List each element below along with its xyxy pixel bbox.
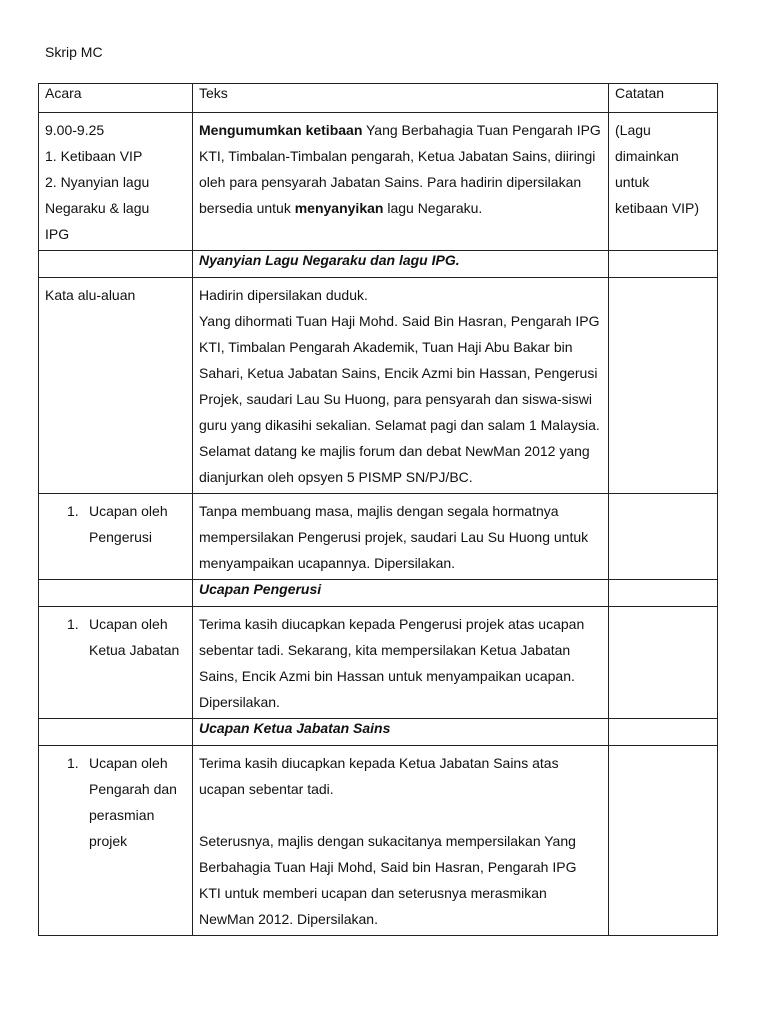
- empty-cell: [39, 251, 193, 278]
- text-fragment: Yang Berbahagia Tuan Pengarah IPG KTI, Timbalan-Timbalan pengarah, Ketua Jabatan Sains, diiringi oleh para pensyarah Jabatan Sains. Para hadirin dipersilakan bersedia untuk: [199, 122, 601, 216]
- event-line: 1. Ketibaan VIP: [45, 148, 143, 164]
- text-cell: Hadirin dipersilakan duduk. Yang dihormati Tuan Haji Mohd. Said Bin Hasran, Pengarah IPG KTI, Timbalan Pengarah Akademik, Tuan Haji Abu Bakar bin Sahari, Ketua Jabatan Sains, Encik Azmi bin Hassan, Pengerusi Projek, saudari Lau Su Huong, para pensyarah dan siswa-siswi guru yang dikasihi sekalian. Selamat pagi dan salam 1 Malaysia. Selamat datang ke majlis forum dan debat NewMan 2012 yang dianjurkan oleh opsyen 5 PISMP SN/PJ/BC.: [193, 278, 609, 494]
- empty-cell: [609, 251, 718, 278]
- note-line: untuk: [615, 174, 650, 190]
- section-heading: Ucapan Ketua Jabatan Sains: [193, 719, 609, 746]
- section-row: [39, 719, 718, 746]
- document-title: Skrip MC: [45, 44, 103, 60]
- table-row: [39, 746, 718, 936]
- section-heading: Ucapan Pengerusi: [193, 580, 609, 607]
- note-cell: [609, 746, 718, 936]
- header-catatan: Catatan: [609, 84, 718, 113]
- event-label: Ucapan oleh Ketua Jabatan: [89, 616, 180, 658]
- bold-phrase: menyanyikan: [294, 200, 384, 216]
- item-number: 1.: [67, 755, 79, 771]
- note-cell: [609, 607, 718, 719]
- header-acara: Acara: [39, 84, 193, 113]
- bold-phrase: Mengumumkan ketibaan: [199, 122, 363, 138]
- table-row: [39, 113, 718, 251]
- paragraph: Seterusnya, majlis dengan sukacitanya mempersilakan Yang Berbahagia Tuan Haji Mohd, Said bin Hasran, Pengarah IPG KTI untuk memberi ucapan dan seterusnya merasmikan NewMan 2012. Dipersilakan.: [199, 833, 577, 927]
- paragraph: Terima kasih diucapkan kepada Ketua Jabatan Sains atas ucapan sebentar tadi.: [199, 755, 559, 797]
- mc-script-table: [38, 83, 718, 936]
- event-cell: [39, 494, 193, 580]
- empty-cell: [39, 580, 193, 607]
- item-number: 1.: [67, 503, 79, 519]
- table-row: [39, 278, 718, 494]
- empty-cell: [609, 580, 718, 607]
- item-number: 1.: [67, 616, 79, 632]
- section-row: [39, 251, 718, 278]
- event-label: Ucapan oleh Pengarah dan perasmian projek: [89, 755, 177, 849]
- note-line: (Lagu: [615, 122, 651, 138]
- event-cell: Kata alu-aluan: [39, 278, 193, 494]
- event-line: Negaraku & lagu: [45, 200, 150, 216]
- event-line: IPG: [45, 226, 70, 242]
- header-teks: Teks: [193, 84, 609, 113]
- text-cell: [193, 746, 609, 936]
- section-row: [39, 580, 718, 607]
- note-cell: [609, 278, 718, 494]
- event-time: 9.00-9.25: [45, 122, 105, 138]
- empty-cell: [609, 719, 718, 746]
- event-cell: [39, 746, 193, 936]
- event-cell: [39, 113, 193, 251]
- event-line: 2. Nyanyian lagu: [45, 174, 150, 190]
- header-row: [39, 84, 718, 113]
- event-label: Ucapan oleh Pengerusi: [89, 503, 168, 545]
- event-cell: [39, 607, 193, 719]
- table-row: [39, 494, 718, 580]
- empty-cell: [39, 719, 193, 746]
- section-heading: Nyanyian Lagu Negaraku dan lagu IPG.: [193, 251, 609, 278]
- text-cell: [193, 113, 609, 251]
- note-line: ketibaan VIP): [615, 200, 700, 216]
- note-line: dimainkan: [615, 148, 679, 164]
- text-cell: Tanpa membuang masa, majlis dengan segala hormatnya mempersilakan Pengerusi projek, saudari Lau Su Huong untuk menyampaikan ucapannya. Dipersilakan.: [193, 494, 609, 580]
- note-cell: [609, 494, 718, 580]
- text-fragment: lagu Negaraku.: [383, 200, 483, 216]
- note-cell: [609, 113, 718, 251]
- text-cell: Terima kasih diucapkan kepada Pengerusi projek atas ucapan sebentar tadi. Sekarang, kita mempersilakan Ketua Jabatan Sains, Encik Azmi bin Hassan untuk menyampaikan ucapan. Dipersilakan.: [193, 607, 609, 719]
- table-row: [39, 607, 718, 719]
